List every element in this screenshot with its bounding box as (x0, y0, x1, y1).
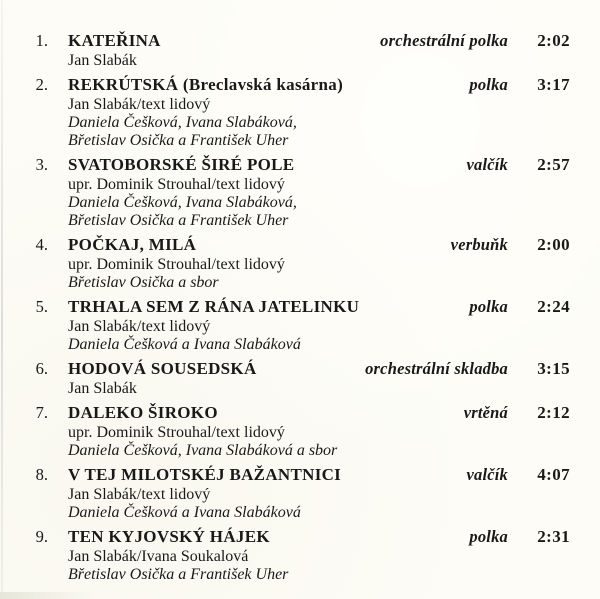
track-title: V TEJ MILOTSKÉJ BAŽANTNICI (68, 465, 342, 484)
track-number: 2. (35, 75, 48, 94)
track-number: 9. (35, 527, 48, 546)
track-head (0, 234, 570, 256)
track-genre: valčík (466, 465, 508, 484)
track-genre: verbuňk (450, 235, 508, 254)
track-row (0, 464, 570, 522)
track-title: TEN KYJOVSKÝ HÁJEK (68, 527, 270, 546)
track-head (0, 526, 570, 548)
track-title: SVATOBORSKÉ ŠIRÉ POLE (68, 155, 295, 174)
page-corner-shadow (0, 592, 95, 599)
track-credit-line: Daniela Češková, Ivana Slabáková, (68, 194, 297, 211)
track-row (0, 526, 570, 584)
track-credit-line: upr. Dominik Strouhal/text lidový (68, 176, 285, 193)
track-duration: 2:12 (537, 403, 570, 422)
track-head (0, 154, 570, 176)
track-title: DALEKO ŠIROKO (68, 403, 218, 422)
track-credit-line: Daniela Češková a Ivana Slabáková (68, 504, 301, 521)
track-genre: orchestrální skladba (365, 359, 508, 378)
track-head (0, 402, 570, 424)
track-duration: 2:02 (537, 31, 570, 50)
track-genre: orchestrální polka (380, 31, 508, 50)
track-row (0, 358, 570, 398)
track-row (0, 154, 570, 230)
track-number: 6. (35, 359, 48, 378)
track-number: 3. (35, 155, 48, 174)
track-row (0, 234, 570, 292)
track-head (0, 74, 570, 96)
track-credit-line: Jan Slabák/text lidový (68, 486, 211, 503)
track-title: TRHALA SEM Z RÁNA JATELINKU (68, 297, 360, 316)
track-duration: 3:17 (537, 75, 570, 94)
track-number: 8. (35, 465, 48, 484)
track-credit-line: Daniela Češková, Ivana Slabáková a sbor (68, 442, 338, 459)
track-number: 1. (35, 31, 48, 50)
track-title: KATEŘINA (68, 31, 161, 50)
track-genre: polka (469, 527, 508, 546)
track-head (0, 296, 570, 318)
track-credit-line: Daniela Češková a Ivana Slabáková (68, 336, 301, 353)
track-duration: 3:15 (537, 359, 570, 378)
track-genre: valčík (466, 155, 508, 174)
track-duration: 2:00 (537, 235, 570, 254)
track-head (0, 30, 570, 52)
track-title: POČKAJ, MILÁ (68, 235, 197, 254)
track-credit-line: Břetislav Osička a František Uher (68, 212, 289, 229)
track-title: HODOVÁ SOUSEDSKÁ (68, 359, 257, 378)
track-head (0, 464, 570, 486)
track-row (0, 402, 570, 460)
track-duration: 2:24 (537, 297, 570, 316)
track-credit-line: upr. Dominik Strouhal/text lidový (68, 424, 285, 441)
track-genre: polka (469, 297, 508, 316)
track-genre: vrtěná (463, 403, 508, 422)
page-left-edge (1, 0, 3, 599)
track-title: REKRÚTSKÁ (Breclavská kasárna) (68, 75, 344, 94)
track-number: 7. (35, 403, 48, 422)
track-row (0, 296, 570, 354)
track-duration: 2:31 (537, 527, 570, 546)
track-credit-line: Jan Slabák/text lidový (68, 96, 211, 113)
track-credit-line: Břetislav Osička a sbor (68, 274, 219, 291)
track-number: 4. (35, 235, 48, 254)
track-head (0, 358, 570, 380)
track-duration: 4:07 (537, 465, 570, 484)
track-credit-line: Břetislav Osička a František Uher (68, 132, 289, 149)
track-number: 5. (35, 297, 48, 316)
track-genre: polka (469, 75, 508, 94)
track-credit-line: Jan Slabák (68, 380, 137, 397)
track-row (0, 74, 570, 150)
track-credit-line: Jan Slabák (68, 52, 137, 69)
track-credit-line: Břetislav Osička a František Uher (68, 566, 289, 583)
track-credit-line: upr. Dominik Strouhal/text lidový (68, 256, 285, 273)
track-credit-line: Jan Slabák/text lidový (68, 318, 211, 335)
track-duration: 2:57 (537, 155, 570, 174)
track-row (0, 30, 570, 70)
track-credit-line: Jan Slabák/Ivana Soukalová (68, 548, 249, 565)
track-credit-line: Daniela Češková, Ivana Slabáková, (68, 114, 297, 131)
